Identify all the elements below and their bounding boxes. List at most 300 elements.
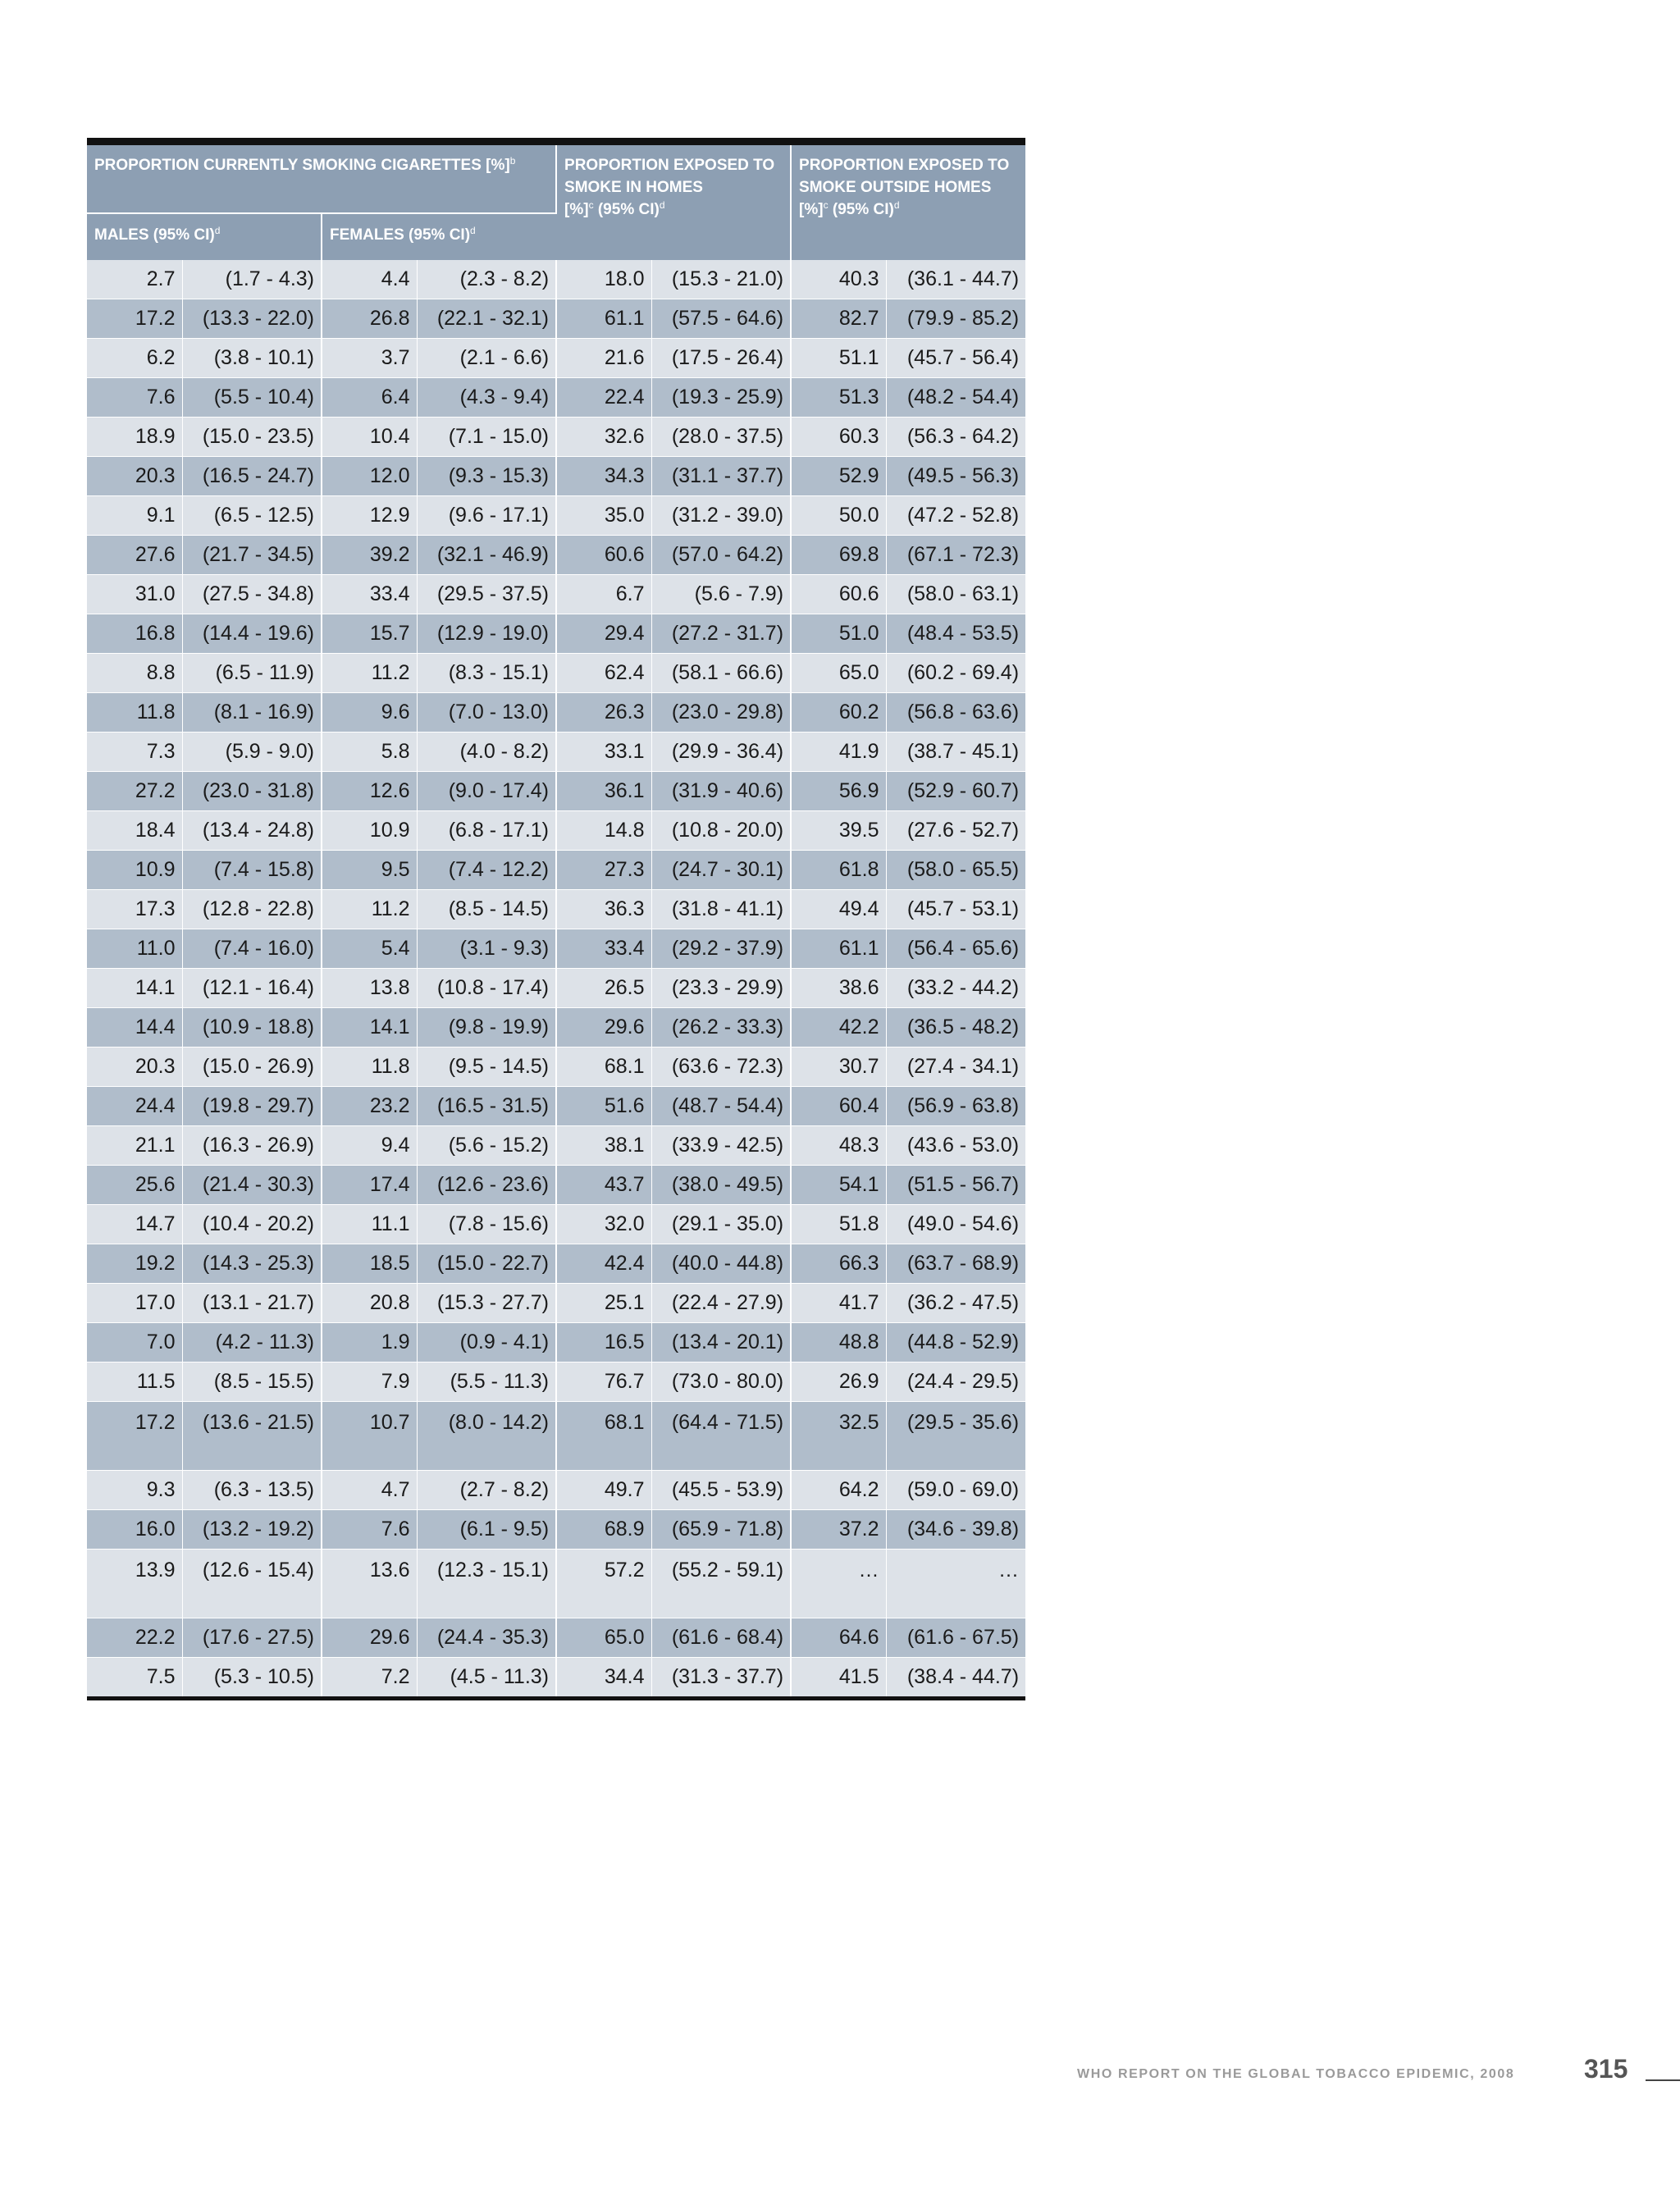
cell-males-pct: 21.1 <box>87 1126 182 1166</box>
header-smoking <box>87 142 556 214</box>
footnote-marker: d <box>214 225 221 236</box>
cell-females-ci: (16.5 - 31.5) <box>417 1087 556 1126</box>
table-row <box>87 733 1025 772</box>
cell-females-pct: 33.4 <box>322 575 417 614</box>
cell-males-ci: (14.4 - 19.6) <box>182 614 322 654</box>
cell-males-ci: (19.8 - 29.7) <box>182 1087 322 1126</box>
cell-homes-ci: (38.0 - 49.5) <box>651 1166 791 1205</box>
cell-males-ci: (17.6 - 27.5) <box>182 1618 322 1658</box>
cell-males-pct: 14.4 <box>87 1008 182 1048</box>
cell-males-ci: (5.3 - 10.5) <box>182 1658 322 1699</box>
cell-outside-pct: 51.3 <box>791 378 886 418</box>
cell-females-ci: (7.1 - 15.0) <box>417 418 556 457</box>
cell-females-pct: 11.1 <box>322 1205 417 1244</box>
cell-males-pct: 17.2 <box>87 1402 182 1471</box>
cell-males-pct: 14.7 <box>87 1205 182 1244</box>
cell-homes-ci: (40.0 - 44.8) <box>651 1244 791 1284</box>
header-homes-line2: SMOKE IN HOMES <box>564 179 703 196</box>
cell-outside-ci: (58.0 - 63.1) <box>886 575 1025 614</box>
cell-males-ci: (21.4 - 30.3) <box>182 1166 322 1205</box>
cell-females-ci: (24.4 - 35.3) <box>417 1618 556 1658</box>
cell-females-pct: 18.5 <box>322 1244 417 1284</box>
cell-males-ci: (5.5 - 10.4) <box>182 378 322 418</box>
cell-males-pct: 25.6 <box>87 1166 182 1205</box>
cell-females-ci: (8.0 - 14.2) <box>417 1402 556 1471</box>
cell-outside-pct: 64.2 <box>791 1471 886 1510</box>
cell-outside-pct: 51.1 <box>791 339 886 378</box>
cell-males-pct: 18.9 <box>87 418 182 457</box>
cell-homes-ci: (27.2 - 31.7) <box>651 614 791 654</box>
table-row <box>87 1510 1025 1550</box>
cell-homes-ci: (29.1 - 35.0) <box>651 1205 791 1244</box>
cell-outside-ci: (56.3 - 64.2) <box>886 418 1025 457</box>
cell-outside-pct: 49.4 <box>791 890 886 929</box>
cell-males-pct: 11.5 <box>87 1363 182 1402</box>
cell-outside-pct: 32.5 <box>791 1402 886 1471</box>
cell-homes-ci: (29.2 - 37.9) <box>651 929 791 969</box>
cell-males-pct: 2.7 <box>87 260 182 299</box>
cell-outside-ci: (56.9 - 63.8) <box>886 1087 1025 1126</box>
cell-homes-ci: (26.2 - 33.3) <box>651 1008 791 1048</box>
footnote-marker: d <box>659 199 665 211</box>
cell-males-pct: 9.1 <box>87 496 182 536</box>
page-number: 315 <box>1584 2054 1628 2084</box>
cell-outside-pct: 48.8 <box>791 1323 886 1363</box>
cell-outside-ci: (63.7 - 68.9) <box>886 1244 1025 1284</box>
footnote-marker: d <box>470 225 476 236</box>
cell-females-ci: (9.8 - 19.9) <box>417 1008 556 1048</box>
cell-outside-pct: … <box>791 1550 886 1618</box>
cell-males-pct: 13.9 <box>87 1550 182 1618</box>
cell-females-pct: 10.7 <box>322 1402 417 1471</box>
cell-males-ci: (7.4 - 15.8) <box>182 851 322 890</box>
cell-homes-ci: (57.5 - 64.6) <box>651 299 791 339</box>
cell-outside-pct: 41.5 <box>791 1658 886 1699</box>
header-smoking-text: PROPORTION CURRENTLY SMOKING CIGARETTES [%] <box>94 157 510 174</box>
cell-homes-pct: 16.5 <box>556 1323 651 1363</box>
cell-homes-ci: (31.1 - 37.7) <box>651 457 791 496</box>
cell-homes-ci: (45.5 - 53.9) <box>651 1471 791 1510</box>
table-row <box>87 851 1025 890</box>
cell-females-pct: 6.4 <box>322 378 417 418</box>
cell-homes-ci: (61.6 - 68.4) <box>651 1618 791 1658</box>
cell-homes-ci: (31.2 - 39.0) <box>651 496 791 536</box>
cell-outside-ci: (56.4 - 65.6) <box>886 929 1025 969</box>
cell-males-pct: 17.0 <box>87 1284 182 1323</box>
cell-females-pct: 12.0 <box>322 457 417 496</box>
table-row <box>87 1471 1025 1510</box>
cell-males-pct: 22.2 <box>87 1618 182 1658</box>
header-males <box>87 213 322 260</box>
cell-homes-pct: 36.3 <box>556 890 651 929</box>
table-row <box>87 260 1025 299</box>
header-outside-ci: (95% CI) <box>828 201 894 218</box>
cell-females-pct: 12.6 <box>322 772 417 811</box>
table-row <box>87 890 1025 929</box>
cell-outside-ci: (79.9 - 85.2) <box>886 299 1025 339</box>
cell-males-ci: (1.7 - 4.3) <box>182 260 322 299</box>
cell-females-ci: (12.6 - 23.6) <box>417 1166 556 1205</box>
cell-males-pct: 18.4 <box>87 811 182 851</box>
table-row <box>87 299 1025 339</box>
cell-homes-ci: (24.7 - 30.1) <box>651 851 791 890</box>
cell-females-pct: 15.7 <box>322 614 417 654</box>
footnote-marker: c <box>823 199 829 211</box>
cell-males-ci: (10.9 - 18.8) <box>182 1008 322 1048</box>
cell-homes-pct: 43.7 <box>556 1166 651 1205</box>
cell-outside-ci: (27.4 - 34.1) <box>886 1048 1025 1087</box>
cell-females-pct: 13.6 <box>322 1550 417 1618</box>
cell-males-pct: 8.8 <box>87 654 182 693</box>
cell-homes-ci: (13.4 - 20.1) <box>651 1323 791 1363</box>
cell-outside-pct: 64.6 <box>791 1618 886 1658</box>
cell-homes-ci: (64.4 - 71.5) <box>651 1402 791 1471</box>
table-row <box>87 1402 1025 1471</box>
cell-males-pct: 11.0 <box>87 929 182 969</box>
cell-homes-pct: 36.1 <box>556 772 651 811</box>
header-females <box>322 213 556 260</box>
cell-homes-pct: 32.0 <box>556 1205 651 1244</box>
cell-homes-pct: 22.4 <box>556 378 651 418</box>
cell-homes-ci: (15.3 - 21.0) <box>651 260 791 299</box>
cell-homes-pct: 14.8 <box>556 811 651 851</box>
cell-outside-pct: 30.7 <box>791 1048 886 1087</box>
cell-females-ci: (15.0 - 22.7) <box>417 1244 556 1284</box>
table-row <box>87 1618 1025 1658</box>
cell-homes-ci: (10.8 - 20.0) <box>651 811 791 851</box>
table-row <box>87 457 1025 496</box>
cell-males-pct: 17.2 <box>87 299 182 339</box>
cell-outside-ci: (38.4 - 44.7) <box>886 1658 1025 1699</box>
cell-males-ci: (13.4 - 24.8) <box>182 811 322 851</box>
cell-females-pct: 3.7 <box>322 339 417 378</box>
cell-males-ci: (16.5 - 24.7) <box>182 457 322 496</box>
table-row <box>87 929 1025 969</box>
cell-males-ci: (13.2 - 19.2) <box>182 1510 322 1550</box>
cell-outside-ci: (34.6 - 39.8) <box>886 1510 1025 1550</box>
table-row <box>87 1550 1025 1618</box>
cell-males-ci: (4.2 - 11.3) <box>182 1323 322 1363</box>
cell-females-pct: 4.4 <box>322 260 417 299</box>
cell-females-pct: 9.6 <box>322 693 417 733</box>
cell-homes-pct: 34.4 <box>556 1658 651 1699</box>
cell-males-ci: (12.8 - 22.8) <box>182 890 322 929</box>
cell-males-pct: 31.0 <box>87 575 182 614</box>
cell-homes-ci: (31.8 - 41.1) <box>651 890 791 929</box>
cell-outside-pct: 39.5 <box>791 811 886 851</box>
header-outside-line1: PROPORTION EXPOSED TO <box>799 157 1010 174</box>
cell-outside-ci: (56.8 - 63.6) <box>886 693 1025 733</box>
cell-outside-ci: (43.6 - 53.0) <box>886 1126 1025 1166</box>
cell-outside-pct: 52.9 <box>791 457 886 496</box>
cell-homes-pct: 35.0 <box>556 496 651 536</box>
cell-males-ci: (21.7 - 34.5) <box>182 536 322 575</box>
cell-males-ci: (15.0 - 23.5) <box>182 418 322 457</box>
cell-females-pct: 10.9 <box>322 811 417 851</box>
cell-homes-pct: 34.3 <box>556 457 651 496</box>
cell-outside-ci: … <box>886 1550 1025 1618</box>
header-females-text: FEMALES (95% CI) <box>330 226 471 244</box>
table-body <box>87 260 1025 1699</box>
cell-outside-pct: 82.7 <box>791 299 886 339</box>
cell-homes-pct: 42.4 <box>556 1244 651 1284</box>
cell-homes-pct: 6.7 <box>556 575 651 614</box>
cell-females-pct: 5.8 <box>322 733 417 772</box>
cell-homes-pct: 65.0 <box>556 1618 651 1658</box>
cell-outside-pct: 69.8 <box>791 536 886 575</box>
cell-outside-ci: (67.1 - 72.3) <box>886 536 1025 575</box>
cell-females-ci: (7.4 - 12.2) <box>417 851 556 890</box>
cell-males-ci: (6.3 - 13.5) <box>182 1471 322 1510</box>
footnote-marker: d <box>893 199 900 211</box>
cell-outside-pct: 61.8 <box>791 851 886 890</box>
cell-males-ci: (5.9 - 9.0) <box>182 733 322 772</box>
cell-females-pct: 7.9 <box>322 1363 417 1402</box>
cell-females-pct: 7.6 <box>322 1510 417 1550</box>
cell-females-ci: (4.0 - 8.2) <box>417 733 556 772</box>
cell-outside-ci: (58.0 - 65.5) <box>886 851 1025 890</box>
cell-females-ci: (2.7 - 8.2) <box>417 1471 556 1510</box>
cell-outside-ci: (45.7 - 53.1) <box>886 890 1025 929</box>
cell-homes-ci: (19.3 - 25.9) <box>651 378 791 418</box>
header-smoke-outside-homes <box>791 142 1025 261</box>
cell-females-ci: (3.1 - 9.3) <box>417 929 556 969</box>
header-outside-unit: [%] <box>799 201 824 218</box>
cell-outside-ci: (59.0 - 69.0) <box>886 1471 1025 1510</box>
cell-outside-pct: 40.3 <box>791 260 886 299</box>
cell-outside-ci: (49.5 - 56.3) <box>886 457 1025 496</box>
cell-females-pct: 13.8 <box>322 969 417 1008</box>
cell-females-pct: 9.4 <box>322 1126 417 1166</box>
cell-homes-ci: (31.9 - 40.6) <box>651 772 791 811</box>
cell-outside-pct: 61.1 <box>791 929 886 969</box>
cell-homes-pct: 61.1 <box>556 299 651 339</box>
cell-females-ci: (2.3 - 8.2) <box>417 260 556 299</box>
cell-females-ci: (15.3 - 27.7) <box>417 1284 556 1323</box>
cell-males-ci: (13.1 - 21.7) <box>182 1284 322 1323</box>
table-row <box>87 1087 1025 1126</box>
cell-outside-ci: (45.7 - 56.4) <box>886 339 1025 378</box>
cell-females-pct: 14.1 <box>322 1008 417 1048</box>
header-homes-ci: (95% CI) <box>593 201 660 218</box>
cell-homes-ci: (33.9 - 42.5) <box>651 1126 791 1166</box>
cell-outside-ci: (36.1 - 44.7) <box>886 260 1025 299</box>
cell-homes-pct: 27.3 <box>556 851 651 890</box>
cell-females-pct: 11.8 <box>322 1048 417 1087</box>
cell-females-ci: (0.9 - 4.1) <box>417 1323 556 1363</box>
cell-homes-pct: 21.6 <box>556 339 651 378</box>
cell-outside-ci: (49.0 - 54.6) <box>886 1205 1025 1244</box>
cell-females-ci: (12.9 - 19.0) <box>417 614 556 654</box>
cell-females-ci: (5.5 - 11.3) <box>417 1363 556 1402</box>
table-row <box>87 693 1025 733</box>
table-row <box>87 1166 1025 1205</box>
cell-females-pct: 26.8 <box>322 299 417 339</box>
cell-homes-pct: 60.6 <box>556 536 651 575</box>
cell-females-pct: 17.4 <box>322 1166 417 1205</box>
cell-outside-pct: 38.6 <box>791 969 886 1008</box>
header-smoke-in-homes <box>556 142 791 261</box>
table-row <box>87 1284 1025 1323</box>
table-row <box>87 811 1025 851</box>
cell-females-ci: (8.3 - 15.1) <box>417 654 556 693</box>
cell-females-pct: 4.7 <box>322 1471 417 1510</box>
table-row <box>87 1658 1025 1699</box>
cell-males-ci: (8.5 - 15.5) <box>182 1363 322 1402</box>
cell-males-pct: 7.0 <box>87 1323 182 1363</box>
cell-homes-ci: (28.0 - 37.5) <box>651 418 791 457</box>
cell-outside-ci: (60.2 - 69.4) <box>886 654 1025 693</box>
table-row <box>87 1205 1025 1244</box>
cell-outside-ci: (44.8 - 52.9) <box>886 1323 1025 1363</box>
table-row <box>87 1244 1025 1284</box>
cell-homes-pct: 32.6 <box>556 418 651 457</box>
header-homes-unit: [%] <box>564 201 589 218</box>
table-row <box>87 1323 1025 1363</box>
cell-outside-pct: 51.0 <box>791 614 886 654</box>
cell-males-pct: 10.9 <box>87 851 182 890</box>
cell-females-pct: 23.2 <box>322 1087 417 1126</box>
cell-males-pct: 11.8 <box>87 693 182 733</box>
cell-outside-pct: 26.9 <box>791 1363 886 1402</box>
cell-females-ci: (12.3 - 15.1) <box>417 1550 556 1618</box>
cell-males-ci: (6.5 - 11.9) <box>182 654 322 693</box>
cell-outside-ci: (48.4 - 53.5) <box>886 614 1025 654</box>
cell-females-pct: 10.4 <box>322 418 417 457</box>
cell-outside-pct: 37.2 <box>791 1510 886 1550</box>
cell-outside-pct: 60.3 <box>791 418 886 457</box>
cell-outside-ci: (29.5 - 35.6) <box>886 1402 1025 1471</box>
cell-outside-pct: 60.2 <box>791 693 886 733</box>
cell-homes-pct: 26.3 <box>556 693 651 733</box>
cell-outside-ci: (38.7 - 45.1) <box>886 733 1025 772</box>
header-outside-line2: SMOKE OUTSIDE HOMES <box>799 179 992 196</box>
table-row <box>87 378 1025 418</box>
cell-outside-pct: 41.7 <box>791 1284 886 1323</box>
cell-males-ci: (27.5 - 34.8) <box>182 575 322 614</box>
cell-females-ci: (6.8 - 17.1) <box>417 811 556 851</box>
cell-homes-pct: 62.4 <box>556 654 651 693</box>
table-row <box>87 496 1025 536</box>
cell-outside-ci: (27.6 - 52.7) <box>886 811 1025 851</box>
cell-homes-ci: (65.9 - 71.8) <box>651 1510 791 1550</box>
cell-males-ci: (13.6 - 21.5) <box>182 1402 322 1471</box>
cell-outside-pct: 66.3 <box>791 1244 886 1284</box>
cell-females-ci: (9.0 - 17.4) <box>417 772 556 811</box>
cell-homes-pct: 25.1 <box>556 1284 651 1323</box>
cell-outside-pct: 60.6 <box>791 575 886 614</box>
cell-outside-pct: 51.8 <box>791 1205 886 1244</box>
cell-males-ci: (6.5 - 12.5) <box>182 496 322 536</box>
cell-males-ci: (12.1 - 16.4) <box>182 969 322 1008</box>
cell-homes-pct: 68.1 <box>556 1402 651 1471</box>
cell-homes-pct: 68.9 <box>556 1510 651 1550</box>
data-table <box>87 138 1025 1700</box>
table-row <box>87 339 1025 378</box>
cell-homes-ci: (29.9 - 36.4) <box>651 733 791 772</box>
cell-males-pct: 20.3 <box>87 457 182 496</box>
cell-males-pct: 14.1 <box>87 969 182 1008</box>
cell-females-pct: 11.2 <box>322 890 417 929</box>
cell-females-ci: (10.8 - 17.4) <box>417 969 556 1008</box>
cell-females-ci: (9.5 - 14.5) <box>417 1048 556 1087</box>
table-row <box>87 654 1025 693</box>
cell-homes-pct: 33.4 <box>556 929 651 969</box>
cell-females-ci: (32.1 - 46.9) <box>417 536 556 575</box>
cell-females-ci: (4.3 - 9.4) <box>417 378 556 418</box>
table-row <box>87 772 1025 811</box>
cell-males-pct: 7.6 <box>87 378 182 418</box>
cell-homes-ci: (48.7 - 54.4) <box>651 1087 791 1126</box>
cell-females-ci: (7.8 - 15.6) <box>417 1205 556 1244</box>
cell-females-ci: (4.5 - 11.3) <box>417 1658 556 1699</box>
table-row <box>87 536 1025 575</box>
table-row <box>87 969 1025 1008</box>
table-row <box>87 1363 1025 1402</box>
cell-males-pct: 9.3 <box>87 1471 182 1510</box>
cell-homes-ci: (63.6 - 72.3) <box>651 1048 791 1087</box>
cell-outside-ci: (33.2 - 44.2) <box>886 969 1025 1008</box>
footer-rule <box>1646 2079 1680 2081</box>
cell-females-pct: 20.8 <box>322 1284 417 1323</box>
cell-males-ci: (13.3 - 22.0) <box>182 299 322 339</box>
cell-males-ci: (10.4 - 20.2) <box>182 1205 322 1244</box>
cell-outside-pct: 50.0 <box>791 496 886 536</box>
cell-females-ci: (6.1 - 9.5) <box>417 1510 556 1550</box>
cell-males-pct: 24.4 <box>87 1087 182 1126</box>
cell-females-pct: 11.2 <box>322 654 417 693</box>
cell-homes-pct: 51.6 <box>556 1087 651 1126</box>
cell-homes-ci: (73.0 - 80.0) <box>651 1363 791 1402</box>
cell-outside-pct: 56.9 <box>791 772 886 811</box>
cell-outside-ci: (36.5 - 48.2) <box>886 1008 1025 1048</box>
cell-outside-pct: 48.3 <box>791 1126 886 1166</box>
cell-females-ci: (9.6 - 17.1) <box>417 496 556 536</box>
cell-homes-pct: 33.1 <box>556 733 651 772</box>
cell-outside-ci: (47.2 - 52.8) <box>886 496 1025 536</box>
cell-males-ci: (12.6 - 15.4) <box>182 1550 322 1618</box>
cell-males-pct: 19.2 <box>87 1244 182 1284</box>
cell-males-pct: 20.3 <box>87 1048 182 1087</box>
footnote-marker: b <box>509 155 516 167</box>
cell-homes-ci: (22.4 - 27.9) <box>651 1284 791 1323</box>
cell-males-ci: (14.3 - 25.3) <box>182 1244 322 1284</box>
cell-males-ci: (15.0 - 26.9) <box>182 1048 322 1087</box>
cell-homes-pct: 76.7 <box>556 1363 651 1402</box>
cell-homes-ci: (55.2 - 59.1) <box>651 1550 791 1618</box>
cell-females-ci: (7.0 - 13.0) <box>417 693 556 733</box>
cell-females-ci: (9.3 - 15.3) <box>417 457 556 496</box>
table-row <box>87 418 1025 457</box>
cell-homes-ci: (57.0 - 64.2) <box>651 536 791 575</box>
cell-females-pct: 12.9 <box>322 496 417 536</box>
cell-homes-ci: (58.1 - 66.6) <box>651 654 791 693</box>
cell-males-ci: (7.4 - 16.0) <box>182 929 322 969</box>
table-row <box>87 1126 1025 1166</box>
cell-homes-pct: 26.5 <box>556 969 651 1008</box>
cell-outside-pct: 41.9 <box>791 733 886 772</box>
cell-females-pct: 9.5 <box>322 851 417 890</box>
cell-males-pct: 16.0 <box>87 1510 182 1550</box>
cell-females-ci: (8.5 - 14.5) <box>417 890 556 929</box>
cell-homes-pct: 38.1 <box>556 1126 651 1166</box>
cell-males-ci: (16.3 - 26.9) <box>182 1126 322 1166</box>
cell-homes-ci: (23.3 - 29.9) <box>651 969 791 1008</box>
cell-outside-ci: (51.5 - 56.7) <box>886 1166 1025 1205</box>
cell-females-pct: 39.2 <box>322 536 417 575</box>
header-homes-line1: PROPORTION EXPOSED TO <box>564 157 775 174</box>
cell-females-ci: (22.1 - 32.1) <box>417 299 556 339</box>
